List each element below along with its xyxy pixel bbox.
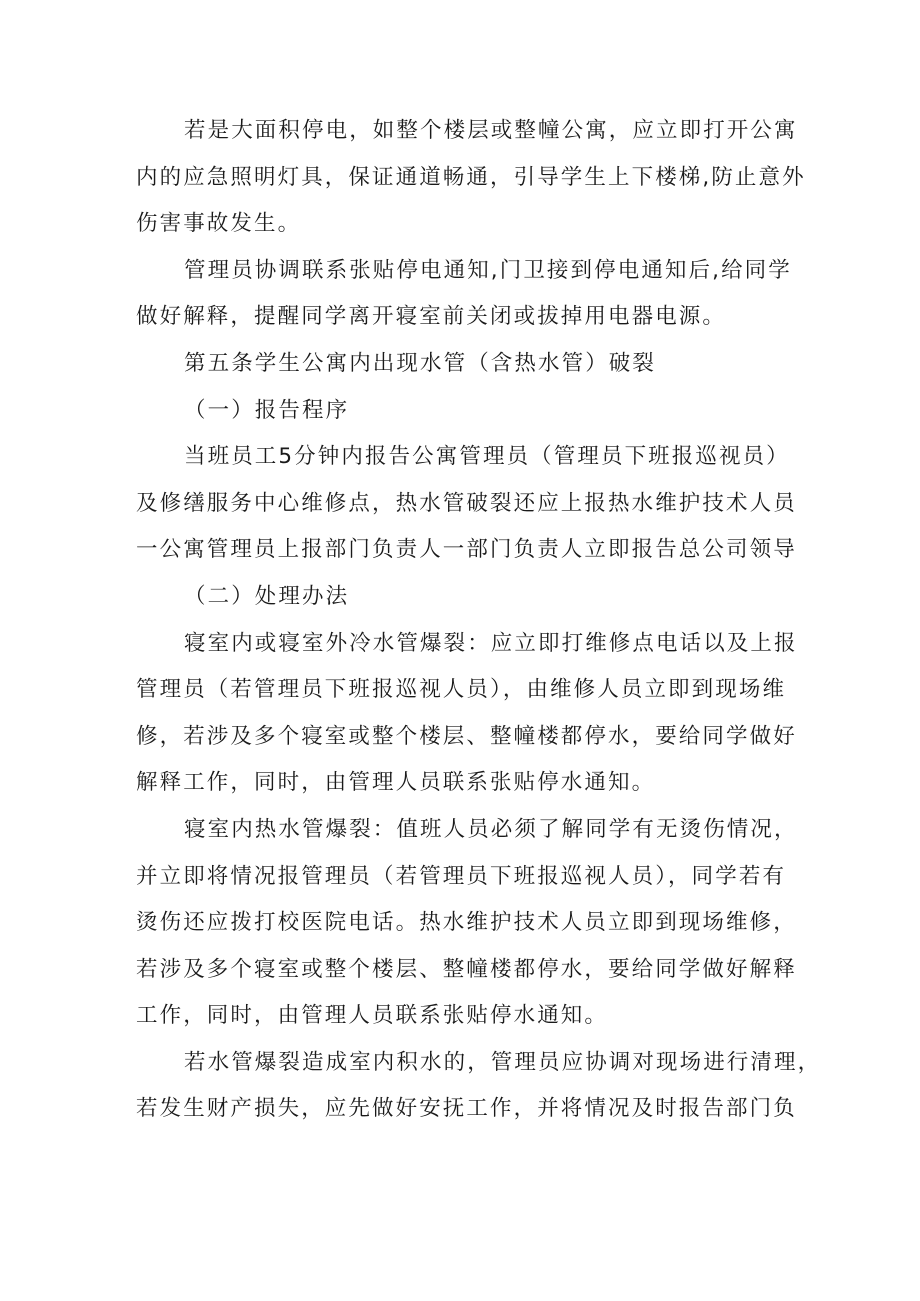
subsection-heading: （二）处理办法 (184, 583, 350, 609)
text-line: 寝室内或寝室外冷水管爆裂：应立即打维修点电话以及上报 (184, 630, 798, 656)
document-body (136, 108, 822, 1133)
paragraph-power-outage-large (136, 108, 806, 248)
text-line: 当班员工5分钟内报告公寓管理员（管理员下班报巡视员） (184, 444, 790, 470)
paragraph-report-procedure (136, 434, 796, 574)
text-line: 烫伤还应拨打校医院电话。热水维护技术人员立即到现场维修， (136, 910, 797, 936)
paragraph-power-outage-notice (136, 248, 796, 341)
text-line: 并立即将情况报管理员（若管理员下班报巡视人员），同学若有 (136, 863, 787, 889)
text-line: 内的应急照明灯具，保证通道畅通，引导学生上下楼梯,防止意外 (136, 164, 806, 190)
text-line: 管理员（若管理员下班报巡视人员），由维修人员立即到现场维 (136, 677, 787, 703)
paragraph-hot-water-burst (136, 807, 796, 1040)
text-line: 伤害事故发生。 (136, 211, 302, 237)
subsection-heading: （一）报告程序 (184, 397, 350, 423)
text-line: 做好解释，提醒同学离开寝室前关闭或拔掉用电器电源。 (136, 304, 727, 330)
section-heading: 第五条学生公寓内出现水管（含热水管）破裂 (184, 350, 657, 376)
paragraph-cold-water-burst (136, 621, 796, 807)
text-line: 寝室内热水管爆裂：值班人员必须了解同学有无烫伤情况， (184, 816, 798, 842)
text-line: 若是大面积停电，如整个楼层或整幢公寓，应立即打开公寓 (184, 118, 798, 143)
text-line: 若水管爆裂造成室内积水的，管理员应协调对现场进行清理， (184, 1049, 822, 1075)
text-line: 若涉及多个寝室或整个楼层、整幢楼都停水，要给同学做好解释 (136, 956, 797, 982)
text-line: 一公寓管理员上报部门负责人一部门负责人立即报告总公司领导 (136, 537, 797, 563)
text-line: 及修缮服务中心维修点，热水管破裂还应上报热水维护技术人员 (136, 490, 797, 516)
paragraph-flooding (136, 1040, 822, 1133)
text-line: 解释工作，同时，由管理人员联系张贴停水通知。 (136, 770, 656, 796)
text-line: 若发生财产损失，应先做好安抚工作，并将情况及时报告部门负 (136, 1096, 797, 1122)
section-two-heading (136, 574, 796, 621)
article-five-heading (136, 341, 796, 388)
text-line: 管理员协调联系张贴停电通知,门卫接到停电通知后,给同学 (184, 257, 792, 283)
text-line: 工作，同时，由管理人员联系张贴停水通知。 (136, 1003, 609, 1029)
text-line: 修，若涉及多个寝室或整个楼层、整幢楼都停水，要给同学做好 (136, 723, 797, 749)
section-one-heading (136, 388, 796, 435)
